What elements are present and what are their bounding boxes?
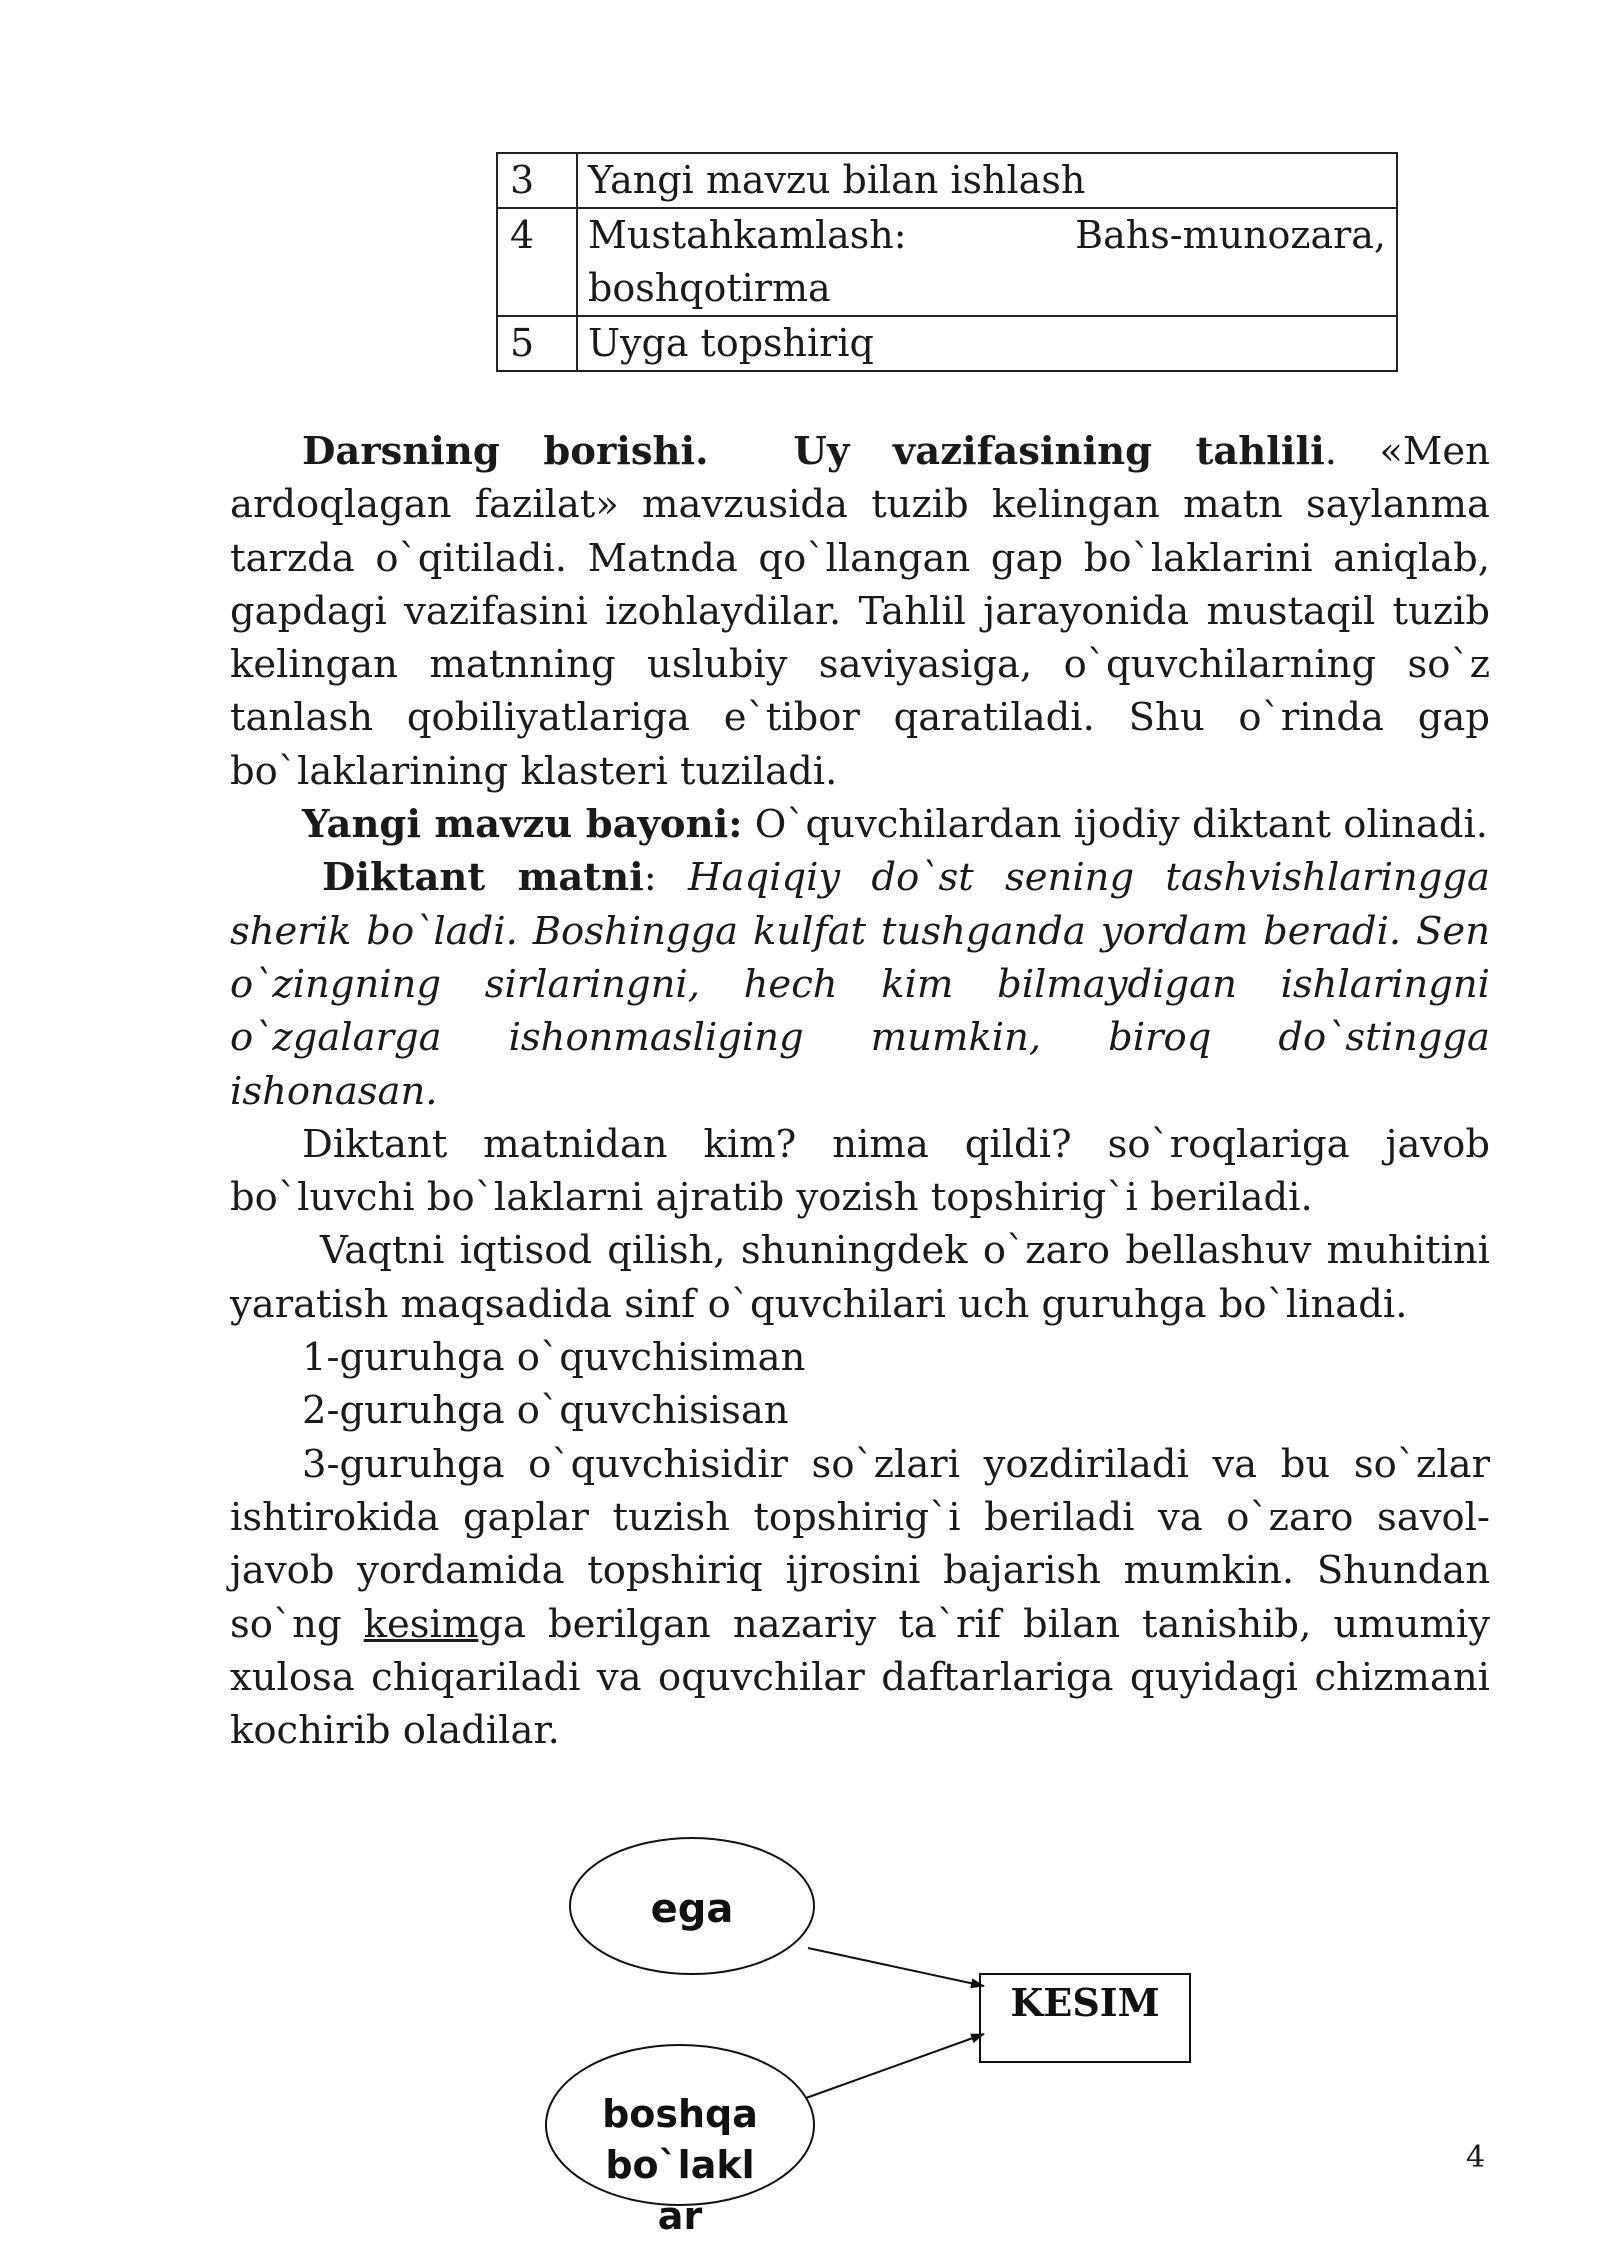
row-text-left: Mustahkamlash: <box>588 213 907 257</box>
row-number: 4 <box>497 208 577 316</box>
paragraph-group1: 1-guruhga o`quvchisiman <box>302 1335 806 1381</box>
paragraph-groups: Vaqtni iqtisod qilish, shuningdek o`zaro bellashuv muhitini yaratish maqsadida sinf o`quvchilari uch guruhga bo`linadi. <box>230 1228 1490 1327</box>
paragraph-text: O`quvchilardan ijodiy diktant olinadi. <box>742 802 1489 848</box>
paragraph-text: . «Men ardoqlagan fazilat» mavzusida tuzib kelingan matn saylanma tarzda o`qitiladi. Matnda qo`llangan gap bo`laklarini aniqlab, gapdagi vazifasini izohlaydilar. Tahlil jarayonida mustaqil tuzib kelingan matnning uslubiy saviyasiga, o`quvchilarning so`z tanlash qobiliyatlariga e`tibor qaratiladi. Shu o`rinda gap bo`laklarining klasteri tuziladi. <box>230 429 1490 794</box>
paragraph-group2: 2-guruhga o`quvchisisan <box>302 1388 789 1434</box>
row-text-line2: boshqotirma <box>588 266 831 310</box>
bold-heading: Yangi mavzu bayoni: <box>302 802 743 848</box>
dictation-text: Haqiqiy do`st sening tashvishlaringga sherik bo`ladi. Boshingga kulfat tushganda yordam beradi. Sen o`zingning sirlaringni, hech kim bilmaydigan ishlaringni o`zgalarga ishonmasliging mumkin, biroq do`stingga ishonasan. <box>230 855 1490 1114</box>
paragraph-text: ga berilgan nazariy ta`rif bilan tanishib, umumiy xulosa chiqariladi va oquvchilar daftarlariga quyidagi chizmani kochirib oladilar. <box>230 1601 1490 1754</box>
underlined-word: kesim <box>363 1601 479 1647</box>
other-parts-label-line1: boshqa <box>602 2092 758 2136</box>
paragraph-text: 3-guruhga o`quvchisidir so`zlari yozdiriladi va bu so`zlar ishtirokida gaplar tuzish topshirig`i beriladi va o`zaro savol-javob yordamida topshiriq ijrosini bajarish mumkin. Shundan so`ng <box>230 1441 1490 1647</box>
bold-heading: Darsning borishi. <box>302 429 709 474</box>
row-number: 3 <box>497 153 577 208</box>
paragraph-task: Diktant matnidan kim? nima qildi? so`roqlariga javob bo`luvchi bo`laklarni ajratib yozish topshirig`i beriladi. <box>230 1121 1490 1221</box>
ega-label: ega <box>650 1886 734 1932</box>
row-text: Yangi mavzu bilan ishlash <box>577 153 1397 208</box>
kesim-label: KESIM <box>1010 1980 1160 2025</box>
bold-heading: Diktant matni <box>322 855 644 901</box>
page-number: 4 <box>1466 2140 1486 2175</box>
arrow-ega-to-kesim <box>808 1948 984 1986</box>
row-number: 5 <box>497 316 577 371</box>
row-text-right: Bahs-munozara, <box>1075 213 1386 257</box>
row-text: Uyga topshiriq <box>577 316 1397 371</box>
arrow-parts-to-kesim <box>806 2034 984 2098</box>
colon: : <box>643 855 688 901</box>
other-parts-label-line3: ar <box>657 2194 703 2238</box>
other-parts-label-line2: bo`lakl <box>605 2143 755 2187</box>
bold-heading: Uy vazifasining tahlili <box>793 429 1325 474</box>
